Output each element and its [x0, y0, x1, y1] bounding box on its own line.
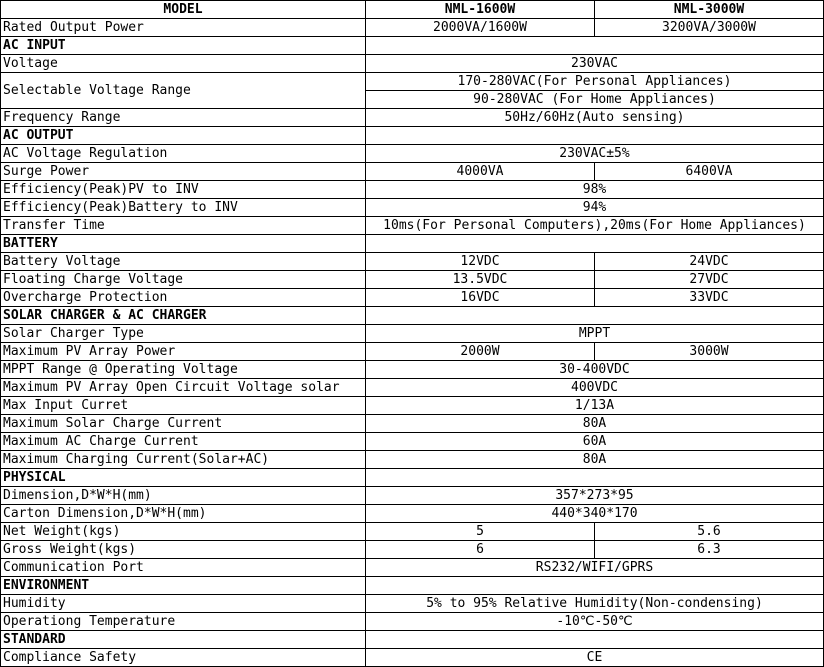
- spec-row-voltage: [1, 55, 824, 73]
- section-title: AC OUTPUT: [1, 127, 366, 145]
- spec-value-model-a: 2000W: [366, 343, 595, 361]
- spec-value-model-b: 33VDC: [595, 289, 824, 307]
- spec-value-model-b: 6.3: [595, 541, 824, 559]
- spec-label: Surge Power: [1, 163, 366, 181]
- spec-label: Maximum PV Array Open Circuit Voltage solar: [1, 379, 366, 397]
- spec-row-surge-power: [1, 163, 824, 181]
- section-standard: [1, 631, 824, 649]
- section-solar-charger-ac-charger: [1, 307, 824, 325]
- spec-label: Dimension,D*W*H(mm): [1, 487, 366, 505]
- spec-value-model-a: 6: [366, 541, 595, 559]
- spec-label: Solar Charger Type: [1, 325, 366, 343]
- spec-value-model-b: 3200VA/3000W: [595, 19, 824, 37]
- spec-row-maximum-pv-array-power: [1, 343, 824, 361]
- spec-value: 230VAC: [366, 55, 824, 73]
- spec-label: Floating Charge Voltage: [1, 271, 366, 289]
- spec-value-model-a: 16VDC: [366, 289, 595, 307]
- spec-value: MPPT: [366, 325, 824, 343]
- section-title: PHYSICAL: [1, 469, 366, 487]
- spec-value: 440*340*170: [366, 505, 824, 523]
- spec-row-battery-voltage: [1, 253, 824, 271]
- spec-value: 98%: [366, 181, 824, 199]
- spec-row-maximum-charging-current-solar-ac: [1, 451, 824, 469]
- spec-label: Communication Port: [1, 559, 366, 577]
- spec-label: Overcharge Protection: [1, 289, 366, 307]
- spec-row-compliance-safety: [1, 649, 824, 667]
- spec-value: -10℃-50℃: [366, 613, 824, 631]
- section-title: BATTERY: [1, 235, 366, 253]
- spec-row-transfer-time: [1, 217, 824, 235]
- spec-row-ac-voltage-regulation: [1, 145, 824, 163]
- spec-label: Maximum PV Array Power: [1, 343, 366, 361]
- spec-value: 10ms(For Personal Computers),20ms(For Home Appliances): [366, 217, 824, 235]
- spec-label: Operationg Temperature: [1, 613, 366, 631]
- spec-label: Rated Output Power: [1, 19, 366, 37]
- spec-row-maximum-ac-charge-current: [1, 433, 824, 451]
- section-environment: [1, 577, 824, 595]
- spec-label: Transfer Time: [1, 217, 366, 235]
- spec-label: Maximum Solar Charge Current: [1, 415, 366, 433]
- spec-value-model-a: 5: [366, 523, 595, 541]
- spec-value-model-a: 2000VA/1600W: [366, 19, 595, 37]
- section-title: ENVIRONMENT: [1, 577, 366, 595]
- spec-label: Gross Weight(kgs): [1, 541, 366, 559]
- spec-value: 357*273*95: [366, 487, 824, 505]
- section-blank: [366, 469, 824, 487]
- spec-row-dimension-d-w-h-mm: [1, 487, 824, 505]
- spec-row-efficiency-peak-pv-to-inv: [1, 181, 824, 199]
- spec-value-model-b: 6400VA: [595, 163, 824, 181]
- section-physical: [1, 469, 824, 487]
- spec-value: RS232/WIFI/GPRS: [366, 559, 824, 577]
- model-a-header: NML-1600W: [366, 1, 595, 19]
- spec-row-net-weight-kgs: [1, 523, 824, 541]
- spec-label: MPPT Range @ Operating Voltage: [1, 361, 366, 379]
- spec-label: Compliance Safety: [1, 649, 366, 667]
- spec-row-humidity: [1, 595, 824, 613]
- spec-value: 94%: [366, 199, 824, 217]
- spec-row-gross-weight-kgs: [1, 541, 824, 559]
- spec-value: 90-280VAC (For Home Appliances): [366, 91, 824, 109]
- header-row: [1, 1, 824, 19]
- spec-table-body: [1, 1, 824, 667]
- spec-row-selectable-voltage-range: [1, 73, 824, 91]
- spec-row-operationg-temperature: [1, 613, 824, 631]
- section-title: AC INPUT: [1, 37, 366, 55]
- spec-row-max-input-curret: [1, 397, 824, 415]
- spec-label: Humidity: [1, 595, 366, 613]
- spec-row-mppt-range-operating-voltage: [1, 361, 824, 379]
- spec-row-maximum-pv-array-open-circuit-voltage-solar: [1, 379, 824, 397]
- section-title: STANDARD: [1, 631, 366, 649]
- spec-label: Max Input Curret: [1, 397, 366, 415]
- spec-row-floating-charge-voltage: [1, 271, 824, 289]
- section-title: SOLAR CHARGER & AC CHARGER: [1, 307, 366, 325]
- spec-value-model-a: 4000VA: [366, 163, 595, 181]
- spec-label: Voltage: [1, 55, 366, 73]
- model-b-header: NML-3000W: [595, 1, 824, 19]
- model-header: MODEL: [1, 1, 366, 19]
- section-ac-output: [1, 127, 824, 145]
- spec-row-maximum-solar-charge-current: [1, 415, 824, 433]
- spec-value-model-b: 3000W: [595, 343, 824, 361]
- spec-value: 400VDC: [366, 379, 824, 397]
- spec-row-overcharge-protection: [1, 289, 824, 307]
- section-blank: [366, 631, 824, 649]
- spec-label: AC Voltage Regulation: [1, 145, 366, 163]
- section-ac-input: [1, 37, 824, 55]
- spec-value: 5% to 95% Relative Humidity(Non-condensing): [366, 595, 824, 613]
- spec-label: Net Weight(kgs): [1, 523, 366, 541]
- spec-value: 50Hz/60Hz(Auto sensing): [366, 109, 824, 127]
- spec-row-rated-output-power: [1, 19, 824, 37]
- spec-value: 30-400VDC: [366, 361, 824, 379]
- section-blank: [366, 127, 824, 145]
- section-blank: [366, 37, 824, 55]
- spec-label: Efficiency(Peak)Battery to INV: [1, 199, 366, 217]
- spec-row-efficiency-peak-battery-to-inv: [1, 199, 824, 217]
- spec-label: Battery Voltage: [1, 253, 366, 271]
- spec-value-model-a: 13.5VDC: [366, 271, 595, 289]
- spec-label: Efficiency(Peak)PV to INV: [1, 181, 366, 199]
- spec-row-communication-port: [1, 559, 824, 577]
- spec-label: Carton Dimension,D*W*H(mm): [1, 505, 366, 523]
- spec-value: 80A: [366, 451, 824, 469]
- spec-label: Selectable Voltage Range: [1, 73, 366, 109]
- spec-label: Maximum Charging Current(Solar+AC): [1, 451, 366, 469]
- section-blank: [366, 235, 824, 253]
- spec-label: Maximum AC Charge Current: [1, 433, 366, 451]
- spec-value: 80A: [366, 415, 824, 433]
- spec-value-model-b: 27VDC: [595, 271, 824, 289]
- spec-value: 230VAC±5%: [366, 145, 824, 163]
- spec-value: 1/13A: [366, 397, 824, 415]
- spec-value: 170-280VAC(For Personal Appliances): [366, 73, 824, 91]
- section-battery: [1, 235, 824, 253]
- spec-label: Frequency Range: [1, 109, 366, 127]
- spec-row-frequency-range: [1, 109, 824, 127]
- spec-row-carton-dimension-d-w-h-mm: [1, 505, 824, 523]
- section-blank: [366, 307, 824, 325]
- spec-value-model-b: 24VDC: [595, 253, 824, 271]
- spec-value-model-a: 12VDC: [366, 253, 595, 271]
- section-blank: [366, 577, 824, 595]
- spec-row-solar-charger-type: [1, 325, 824, 343]
- spec-value: 60A: [366, 433, 824, 451]
- spec-value-model-b: 5.6: [595, 523, 824, 541]
- spec-value: CE: [366, 649, 824, 667]
